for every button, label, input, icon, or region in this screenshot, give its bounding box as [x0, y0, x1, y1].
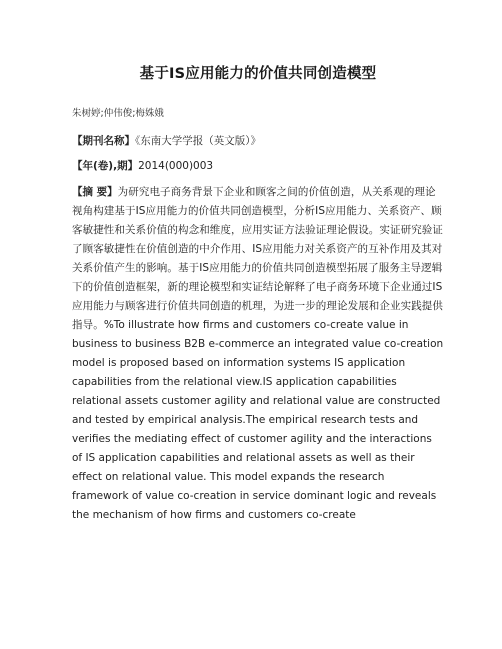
- document-title: 基于IS应用能力的价值共同创造模型: [139, 66, 377, 82]
- journal-row: [72, 133, 444, 148]
- abstract-text-cn: 为研究电子商务背景下企业和顾客之间的价值创造，从关系观的理论视角构建基于IS应用能力的价值共同创造模型，分析IS应用能力、关系资产、顾客敏捷性和关系价值的构念和维度，应用实证方法验证理论假设。实证研究验证了顾客敏捷性在价值创造的中介作用、IS应用能力对关系资产的互补作用及其对关系价值产生的影响。基于IS应用能力的价值共同创造模型拓展了服务主导逻辑下的价值创造框架，新的理论模型和实证结论解释了电子商务环境下企业通过IS应用能力与顾客进行价值共同创造的机理，为进一步的理论发展和企业实践提供指导。: [72, 186, 443, 331]
- year-volume-issue-label: 【年(卷),期】: [72, 160, 139, 172]
- authors: 朱树婷;仲伟俊;梅姝娥: [72, 108, 164, 119]
- journal-value: 《东南大学学报（英文版）》: [135, 135, 261, 147]
- abstract-text-en: %To illustrate how firms and customers co-create value in business to business B2B e-commerce an integrated value co-creation model is proposed based on information systems IS application capabilities from the relational view.IS application capabilities relational assets customer agility and relational value are constructed and tested by empirical analysis.The empirical research tests and verifies the mediating effect of customer agility and the interactions of IS application capabilities and relational assets as well as their effect on relational value. This model expands the research framework of value co-creation in service dominant logic and reveals the mechanism of how firms and customers co-create: [72, 319, 444, 521]
- year-volume-issue-value: 2014(000)003: [138, 160, 214, 172]
- abstract-label: 【摘 要】: [72, 186, 118, 198]
- journal-label: 【期刊名称】: [72, 135, 135, 147]
- year-volume-issue-row: [72, 158, 444, 173]
- abstract: [72, 183, 444, 525]
